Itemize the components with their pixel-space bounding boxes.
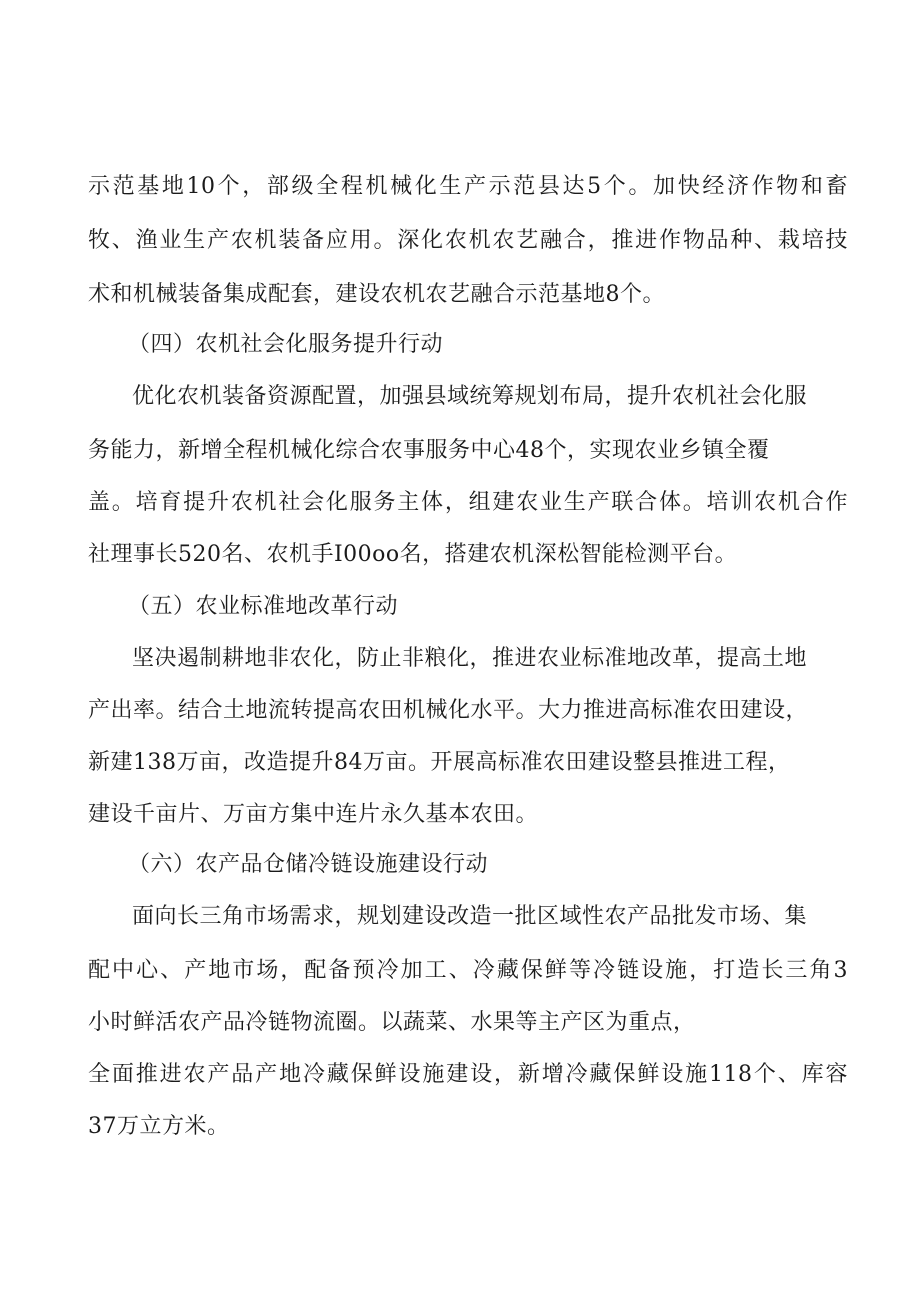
paragraph-line: 术和机械装备集成配套，建设农机农艺融合示范基地8个。 <box>88 282 665 307</box>
paragraph-line: 小时鲜活农产品冷链物流圈。以蔬菜、水果等主产区为重点， <box>88 1010 696 1035</box>
paragraph-line: 务能力，新增全程机械化综合农事服务中心48个，实现农业乡镇全覆 <box>88 438 770 463</box>
paragraph-line: 配中心、产地市场，配备预冷加工、冷藏保鲜等冷链设施，打造长三角3 <box>88 958 848 983</box>
paragraph-line: 面向长三角市场需求，规划建设改造一批区域性农产品批发市场、集 <box>132 904 808 929</box>
paragraph-line: 盖。培育提升农机社会化服务主体，组建农业生产联合体。培训农机合作 <box>88 490 848 515</box>
paragraph-line: 全面推进农产品产地冷藏保鲜设施建设，新增冷藏保鲜设施118个、库容 <box>88 1062 848 1087</box>
paragraph-line: 示范基地10个，部级全程机械化生产示范县达5个。加快经济作物和畜 <box>88 174 848 199</box>
paragraph-line: 社理事长520名、农机手I00oo名，搭建农机深松智能检测平台。 <box>88 542 738 567</box>
paragraph-line: 产出率。结合土地流转提高农田机械化水平。大力推进高标准农田建设， <box>88 698 809 723</box>
paragraph-line: 建设千亩片、万亩方集中连片永久基本农田。 <box>88 802 539 827</box>
paragraph-line: 37万立方米。 <box>88 1114 230 1139</box>
section-heading-6: （六）农产品仓储冷链设施建设行动 <box>128 852 489 877</box>
paragraph-line: 牧、渔业生产农机装备应用。深化农机农艺融合，推进作物品种、栽培技 <box>88 228 848 253</box>
section-heading-4: （四）农机社会化服务提升行动 <box>128 332 444 357</box>
paragraph-line: 优化农机装备资源配置，加强县域统筹规划布局，提升农机社会化服 <box>132 384 808 409</box>
paragraph-line: 坚决遏制耕地非农化，防止非粮化，推进农业标准地改革，提高土地 <box>132 646 808 671</box>
section-heading-5: （五）农业标准地改革行动 <box>128 594 399 619</box>
paragraph-line: 新建138万亩，改造提升84万亩。开展高标准农田建设整县推进工程， <box>88 750 791 775</box>
